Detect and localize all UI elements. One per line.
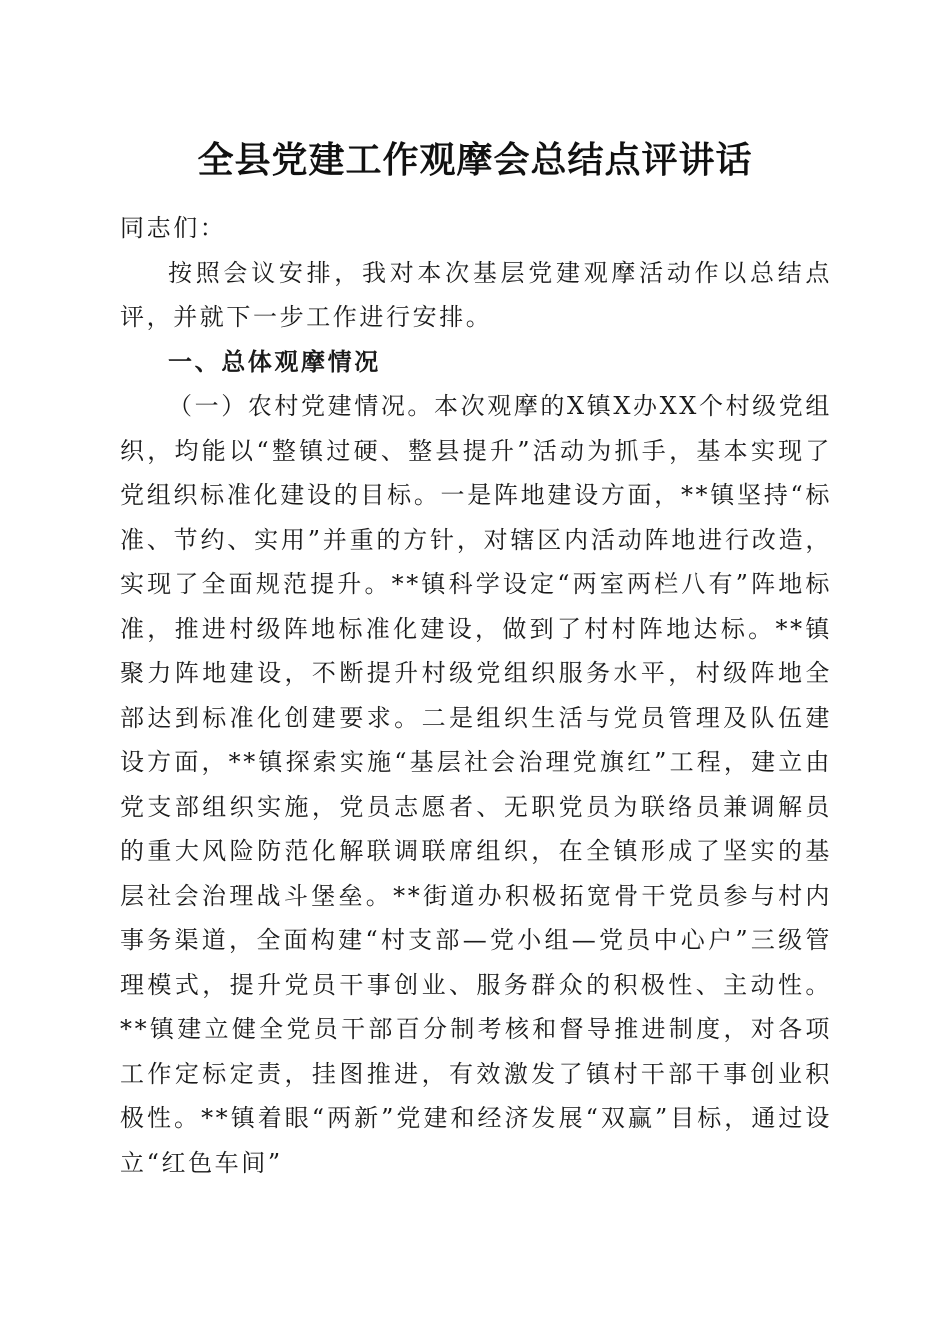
document-body (120, 206, 832, 1185)
section-heading: 一、总体观摩情况 (168, 347, 381, 376)
document-title: 全县党建工作观摩会总结点评讲话 (197, 139, 753, 181)
body-paragraph: （一）农村党建情况。本次观摩的X镇X办XX个村级党组织，均能以“整镇过硬、整县提升”活动为抓手，基本实现了党组织标准化建设的目标。一是阵地建设方面，**镇坚持“标准、节约、实用”并重的方针，对辖区内活动阵地进行改造，实现了全面规范提升。**镇科学设定“两室两栏八有”阵地标准，推进村级阵地标准化建设，做到了村村阵地达标。**镇聚力阵地建设，不断提升村级党组织服务水平，村级阵地全部达到标准化创建要求。二是组织生活与党员管理及队伍建设方面，**镇探索实施“基层社会治理党旗红”工程，建立由党支部组织实施，党员志愿者、无职党员为联络员兼调解员的重大风险防范化解联调联席组织，在全镇形成了坚实的基层社会治理战斗堡垒。**街道办积极拓宽骨干党员参与村内事务渠道，全面构建“村支部—党小组—党员中心户”三级管理模式，提升党员干事创业、服务群众的积极性、主动性。**镇建立健全党员干部百分制考核和督导推进制度，对各项工作定标定责，挂图推进，有效激发了镇村干部干事创业积极性。**镇着眼“两新”党建和经济发展“双赢”目标，通过设立“红色车间” (120, 392, 832, 1177)
intro-paragraph: 按照会议安排，我对本次基层党建观摩活动作以总结点评，并就下一步工作进行安排。 (120, 258, 832, 331)
salutation: 同志们： (120, 214, 227, 242)
